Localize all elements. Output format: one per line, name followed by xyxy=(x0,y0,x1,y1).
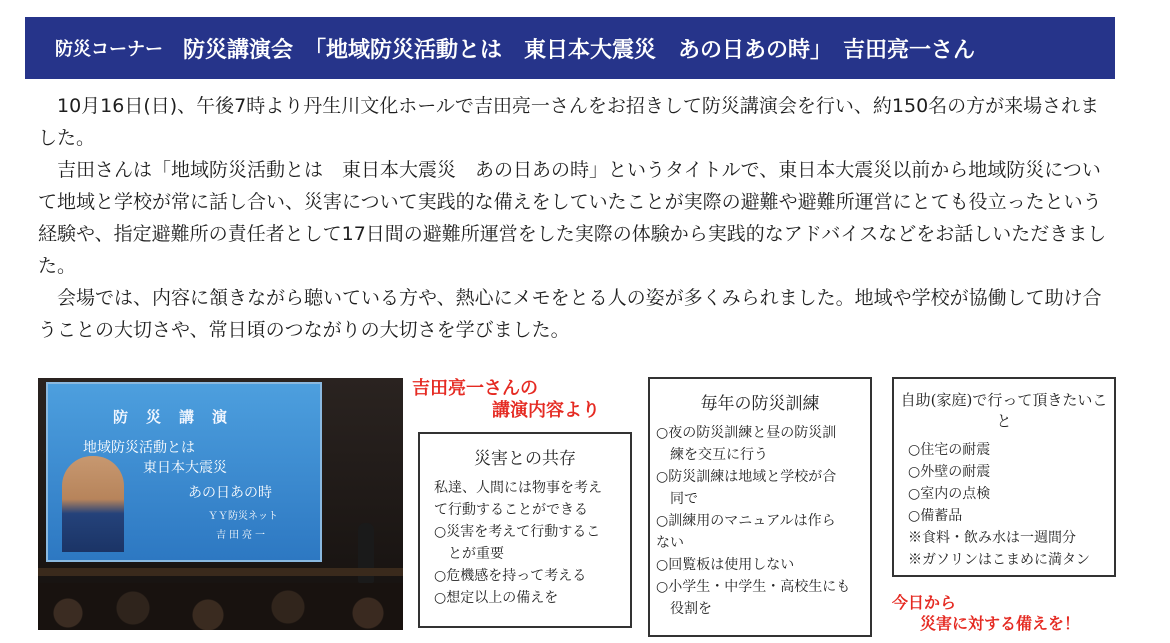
screen-title: 防災講演 xyxy=(113,408,246,426)
lecture-photo xyxy=(38,378,403,630)
box-drills xyxy=(648,377,872,637)
list-item: ※ガソリンはこまめに満タン xyxy=(908,552,1090,568)
list-item: ○回覧板は使用しない xyxy=(656,557,795,573)
list-item: ○室内の点検 xyxy=(908,486,991,502)
list-item: ○災害を考えて行動するこ xyxy=(434,524,601,540)
article-body xyxy=(38,90,1108,346)
box-self-help-title: 自助(家庭)で行って頂きたいこと xyxy=(900,391,1108,430)
box-coexistence-list xyxy=(420,477,630,609)
list-item: ○想定以上の備えを xyxy=(434,590,559,606)
box-drills-list xyxy=(650,422,870,620)
list-item: て行動することができる xyxy=(434,502,588,518)
closing-callout-line-1: 今日から xyxy=(892,593,957,612)
list-item: ○訓練用のマニュアルは作ら xyxy=(656,513,836,529)
box-self-help-list xyxy=(894,439,1114,571)
paragraph-2: 吉田さんは「地域防災活動とは 東日本大震災 あの日あの時」というタイトルで、東日本大震災以前から地域防災について地域と学校が常に話し合い、災害について実践的な備えをしていたことが実際の避難や避難所運営にとても役立ったという経験や、指定避難所の責任者として17日間の避難所運営をした実際の体験から実践的なアドバイスなどをお話しいただきました。 xyxy=(38,159,1107,277)
section-header xyxy=(25,17,1115,79)
screen-name: 吉田亮一 xyxy=(216,530,268,541)
screen-org: ＹＹ防災ネット xyxy=(208,511,278,522)
list-item: ない xyxy=(656,535,684,551)
stage xyxy=(38,568,403,576)
list-item: ○夜の防災訓練と昼の防災訓 xyxy=(656,425,837,441)
projection-screen xyxy=(46,382,322,562)
list-item: とが重要 xyxy=(434,546,504,562)
list-item: ○防災訓練は地域と学校が合 xyxy=(656,469,837,485)
speaker-portrait xyxy=(62,456,124,552)
list-item: ○備蓄品 xyxy=(908,508,963,524)
list-item: 私達、人間には物事を考え xyxy=(434,480,602,496)
list-item: ※食料・飲み水は一週間分 xyxy=(908,530,1076,546)
talk-callout-line-2: 講演内容より xyxy=(492,400,600,421)
box-self-help xyxy=(892,377,1116,577)
list-item: ○住宅の耐震 xyxy=(908,442,991,458)
list-item: 役割を xyxy=(656,601,712,617)
box-coexistence xyxy=(418,432,632,628)
header-title: 防災講演会 「地域防災活動とは 東日本大震災 あの日あの時」 吉田亮一さん xyxy=(183,37,976,63)
list-item: ○小学生・中学生・高校生にも xyxy=(656,579,851,595)
screen-line-1: 地域防災活動とは xyxy=(83,440,195,456)
box-drills-title: 毎年の防災訓練 xyxy=(700,394,820,414)
closing-callout xyxy=(892,592,1080,634)
talk-callout-line-1: 吉田亮一さんの xyxy=(412,378,538,399)
talk-callout xyxy=(412,378,600,422)
corner-label: 防災コーナー xyxy=(55,39,163,60)
screen-line-2: 東日本大震災 xyxy=(143,460,227,476)
list-item: 同で xyxy=(656,491,698,507)
paragraph-3: 会場では、内容に頷きながら聴いている方や、熱心にメモをとる人の姿が多くみられました。地域や学校が協働して助け合うことの大切さや、常日頃のつながりの大切さを学びました。 xyxy=(38,287,1102,341)
list-item: 練を交互に行う xyxy=(656,447,768,463)
list-item: ○外壁の耐震 xyxy=(908,464,991,480)
closing-callout-line-2: 災害に対する備えを！ xyxy=(920,614,1081,633)
screen-line-3: あの日あの時 xyxy=(188,485,272,501)
box-coexistence-title: 災害との共存 xyxy=(474,449,576,469)
list-item: ○危機感を持って考える xyxy=(434,568,587,584)
audience xyxy=(38,583,403,630)
paragraph-1: 10月16日(日)、午後7時より丹生川文化ホールで吉田亮一さんをお招きして防災講演会を行い、約150名の方が来場されました。 xyxy=(38,95,1100,149)
